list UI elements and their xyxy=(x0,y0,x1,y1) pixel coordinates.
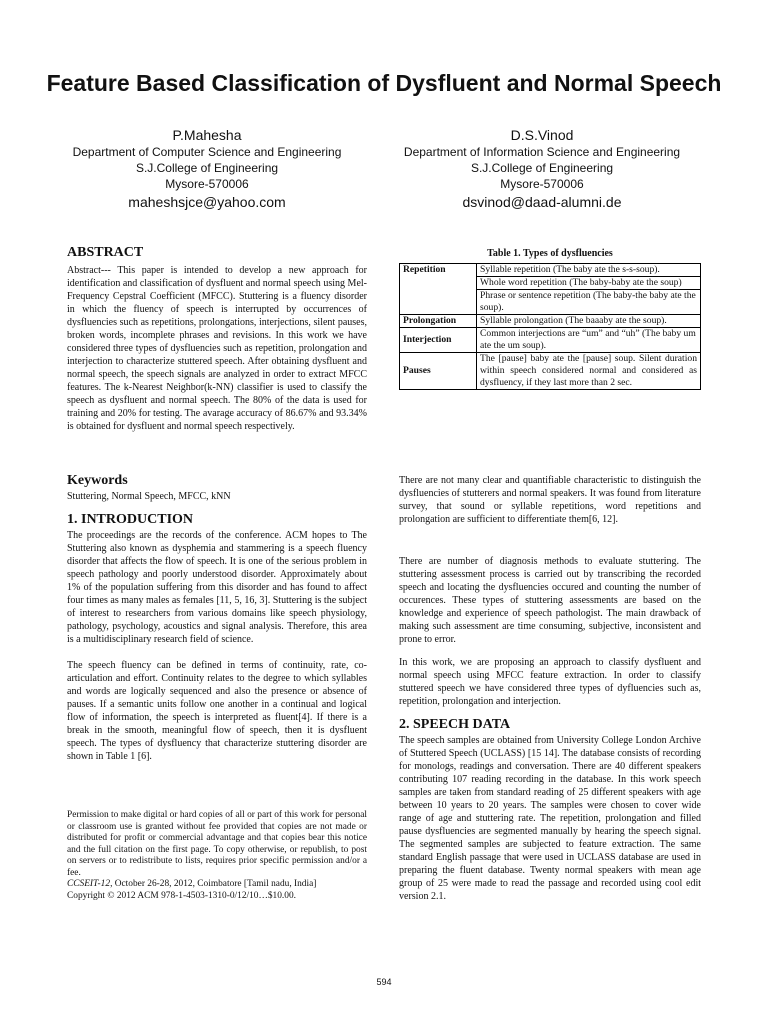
author-block-1 xyxy=(27,126,387,211)
speech-data-text: The speech samples are obtained from University College London Archive of Stuttered Speech (UCLASS) [15 14]. The database consists of recording for monologs, readings and conversation. There are 40 different speakers contributing 107 reading recording in the database. In this work speech samples are taken from standard reading of 25 different speakers with age between 10 years to 20 years. The samples were chosen to cover wide range of age and stuttering rate. The repetition, prolongation and filled pause dysfluencies are segmented manually by hearing the speech signal. The segmented samples are subjected to feature extraction. The same standard English passage that were used in UCLASS database are used in preparing the fluent database. Twenty normal speakers with mean age group of 25 were made to read the passage and recorded using cool edit version 2.1. xyxy=(399,735,701,902)
author-college: S.J.College of Engineering xyxy=(135,161,279,175)
introduction-paragraph-1: The proceedings are the records of the conference. ACM hopes to The Stuttering also known as dysphemia and stammering is a speech fluency disorder that affects the flow of speech. It is one of the serious problem in speech pathology and poorly understood disorder. Approximately about 1% of the population suffering from this disorder and has found to affect four times as many males as females [11, 5, 16, 3]. Stuttering is the subject of interest to researchers from various domains like speech physiology, pathology, psychology, acoustics and signal analysis. Therefore, this area is a multidisciplinary research field of science. xyxy=(67,530,367,645)
table-row xyxy=(400,353,701,390)
author-block-2 xyxy=(362,126,722,211)
table-row xyxy=(400,328,701,353)
table-cell: Whole word repetition (The baby-baby ate the soup) xyxy=(477,277,701,290)
table-cell: The [pause] baby ate the [pause] soup. Silent duration within speech considered normal and considered as dysfluency, if they last more than 2 sec. xyxy=(477,353,701,390)
conference-name: CCSEIT-12 xyxy=(67,879,111,889)
table-row xyxy=(400,315,701,328)
author-department: Department of Information Science and Engineering xyxy=(403,145,681,159)
table-category-cell: Repetition xyxy=(400,264,477,315)
conference-details: , October 26-28, 2012, Coimbatore [Tamil nadu, India] xyxy=(110,879,317,889)
table-cell: Syllable repetition (The baby ate the s-s-soup). xyxy=(477,264,701,277)
introduction-paragraph-2: The speech fluency can be defined in terms of continuity, rate, co-articulation and effort. Continuity relates to the degree to which syllables and words are logically sequenced and also the presence or absence of pauses. If a semantic units follow one another in a continual and logical flow of information, the speech is interpreted as fluent[4]. If there is a break in the smooth, meaningful flow of speech, then it is dysfluent speech. The types of dysfluency that characterize stuttering disorder are shown in Table 1 [6]. xyxy=(67,660,367,762)
table-cell: Phrase or sentence repetition (The baby-the baby ate the soup). xyxy=(477,290,701,315)
conference-line xyxy=(67,879,367,891)
author-college: S.J.College of Engineering xyxy=(470,161,614,175)
body-paragraph: There are not many clear and quantifiable characteristic to distinguish the dysfluencies of stutterers and normal speakers. It was found from literature survey, that sound or syllable repetitions, word repetitions and prolongation are sufficient to differentiate them[6, 12]. xyxy=(399,475,701,525)
table-cell: Syllable prolongation (The baaaby ate the soup). xyxy=(477,315,701,328)
body-paragraph: There are number of diagnosis methods to evaluate stuttering. The stuttering assessment process is carried out by transcribing the recorded speech and locating the dysfluencies occured and counting the number of occurences. These types of stuttering assessments are based on the knowledge and experience of speech pathologist. The main drawback of making such assessment are time consuming, subjective, inconsistent and prone to error. xyxy=(399,556,701,645)
speech-data-heading: 2. SPEECH DATA xyxy=(399,717,511,732)
author-name: P.Mahesha xyxy=(172,127,242,143)
author-city: Mysore-570006 xyxy=(500,177,584,191)
introduction-heading: 1. INTRODUCTION xyxy=(67,512,194,527)
table-category-cell: Pauses xyxy=(400,353,477,390)
page-number: 594 xyxy=(376,977,392,987)
dysfluency-table xyxy=(399,263,701,390)
author-email: dsvinod@daad-alumni.de xyxy=(462,194,622,210)
author-city: Mysore-570006 xyxy=(165,177,249,191)
table-category-cell: Interjection xyxy=(400,328,477,353)
table-row xyxy=(400,264,701,277)
author-email: maheshsjce@yahoo.com xyxy=(128,194,286,210)
author-department: Department of Computer Science and Engineering xyxy=(72,145,342,159)
table-category-cell: Prolongation xyxy=(400,315,477,328)
keywords-heading: Keywords xyxy=(67,473,128,488)
permission-text: Permission to make digital or hard copies of all or part of this work for personal or classroom use is granted without fee provided that copies are not made or distributed for profit or commercial advantage and that copies bear this notice and the full citation on the first page. To copy otherwise, or republish, to post on servers or to redistribute to lists, requires prior specific permission and/or a fee. xyxy=(67,810,367,878)
abstract-text: Abstract--- This paper is intended to develop a new approach for identification and classification of dysfluent and normal speech using Mel-Frequency Cepstral Coefficient (MFCC). Stuttering is a fluency disorder in which the fluency of speech is interrupted by occurrences of dysfluencies such as repetitions, prolongations, interjections, silent pauses, broken words, incomplete phrases and revisions. In this work we have considered three types of dysfluencies such as repetition, prolongation and interjection to characterize stuttered speech. After obtaining dysfluent and normal speech, the speech signals are analyzed in order to extract MFCC features. The k-Nearest Neighbor(k-NN) classifier is used to classify the speech as dysfluent and normal speech. The 80% of the data is used for training and 20% for testing. The avarage accuracy of 86.67% and 93.34% is obtained for dysfluent and normal speech respectively. xyxy=(67,265,367,432)
abstract-heading: ABSTRACT xyxy=(67,245,144,260)
keywords-text: Stuttering, Normal Speech, MFCC, kNN xyxy=(67,491,231,502)
paper-title: Feature Based Classification of Dysfluent and Normal Speech xyxy=(46,70,722,96)
body-paragraph: In this work, we are proposing an approach to classify dysfluent and normal speech using MFCC feature extraction. In order to classify stuttered speech we have considered three types of dyfluencies such as, repetition, prolongation and interjection. xyxy=(399,657,701,707)
author-name: D.S.Vinod xyxy=(510,127,574,143)
copyright-line: Copyright © 2012 ACM 978-1-4503-1310-0/12/10…$10.00. xyxy=(67,890,296,901)
table-caption: Table 1. Types of dysfluencies xyxy=(487,248,613,259)
permission-notice xyxy=(67,810,367,902)
table-cell: Common interjections are “um” and “uh” (The baby um ate the um soup). xyxy=(477,328,701,353)
